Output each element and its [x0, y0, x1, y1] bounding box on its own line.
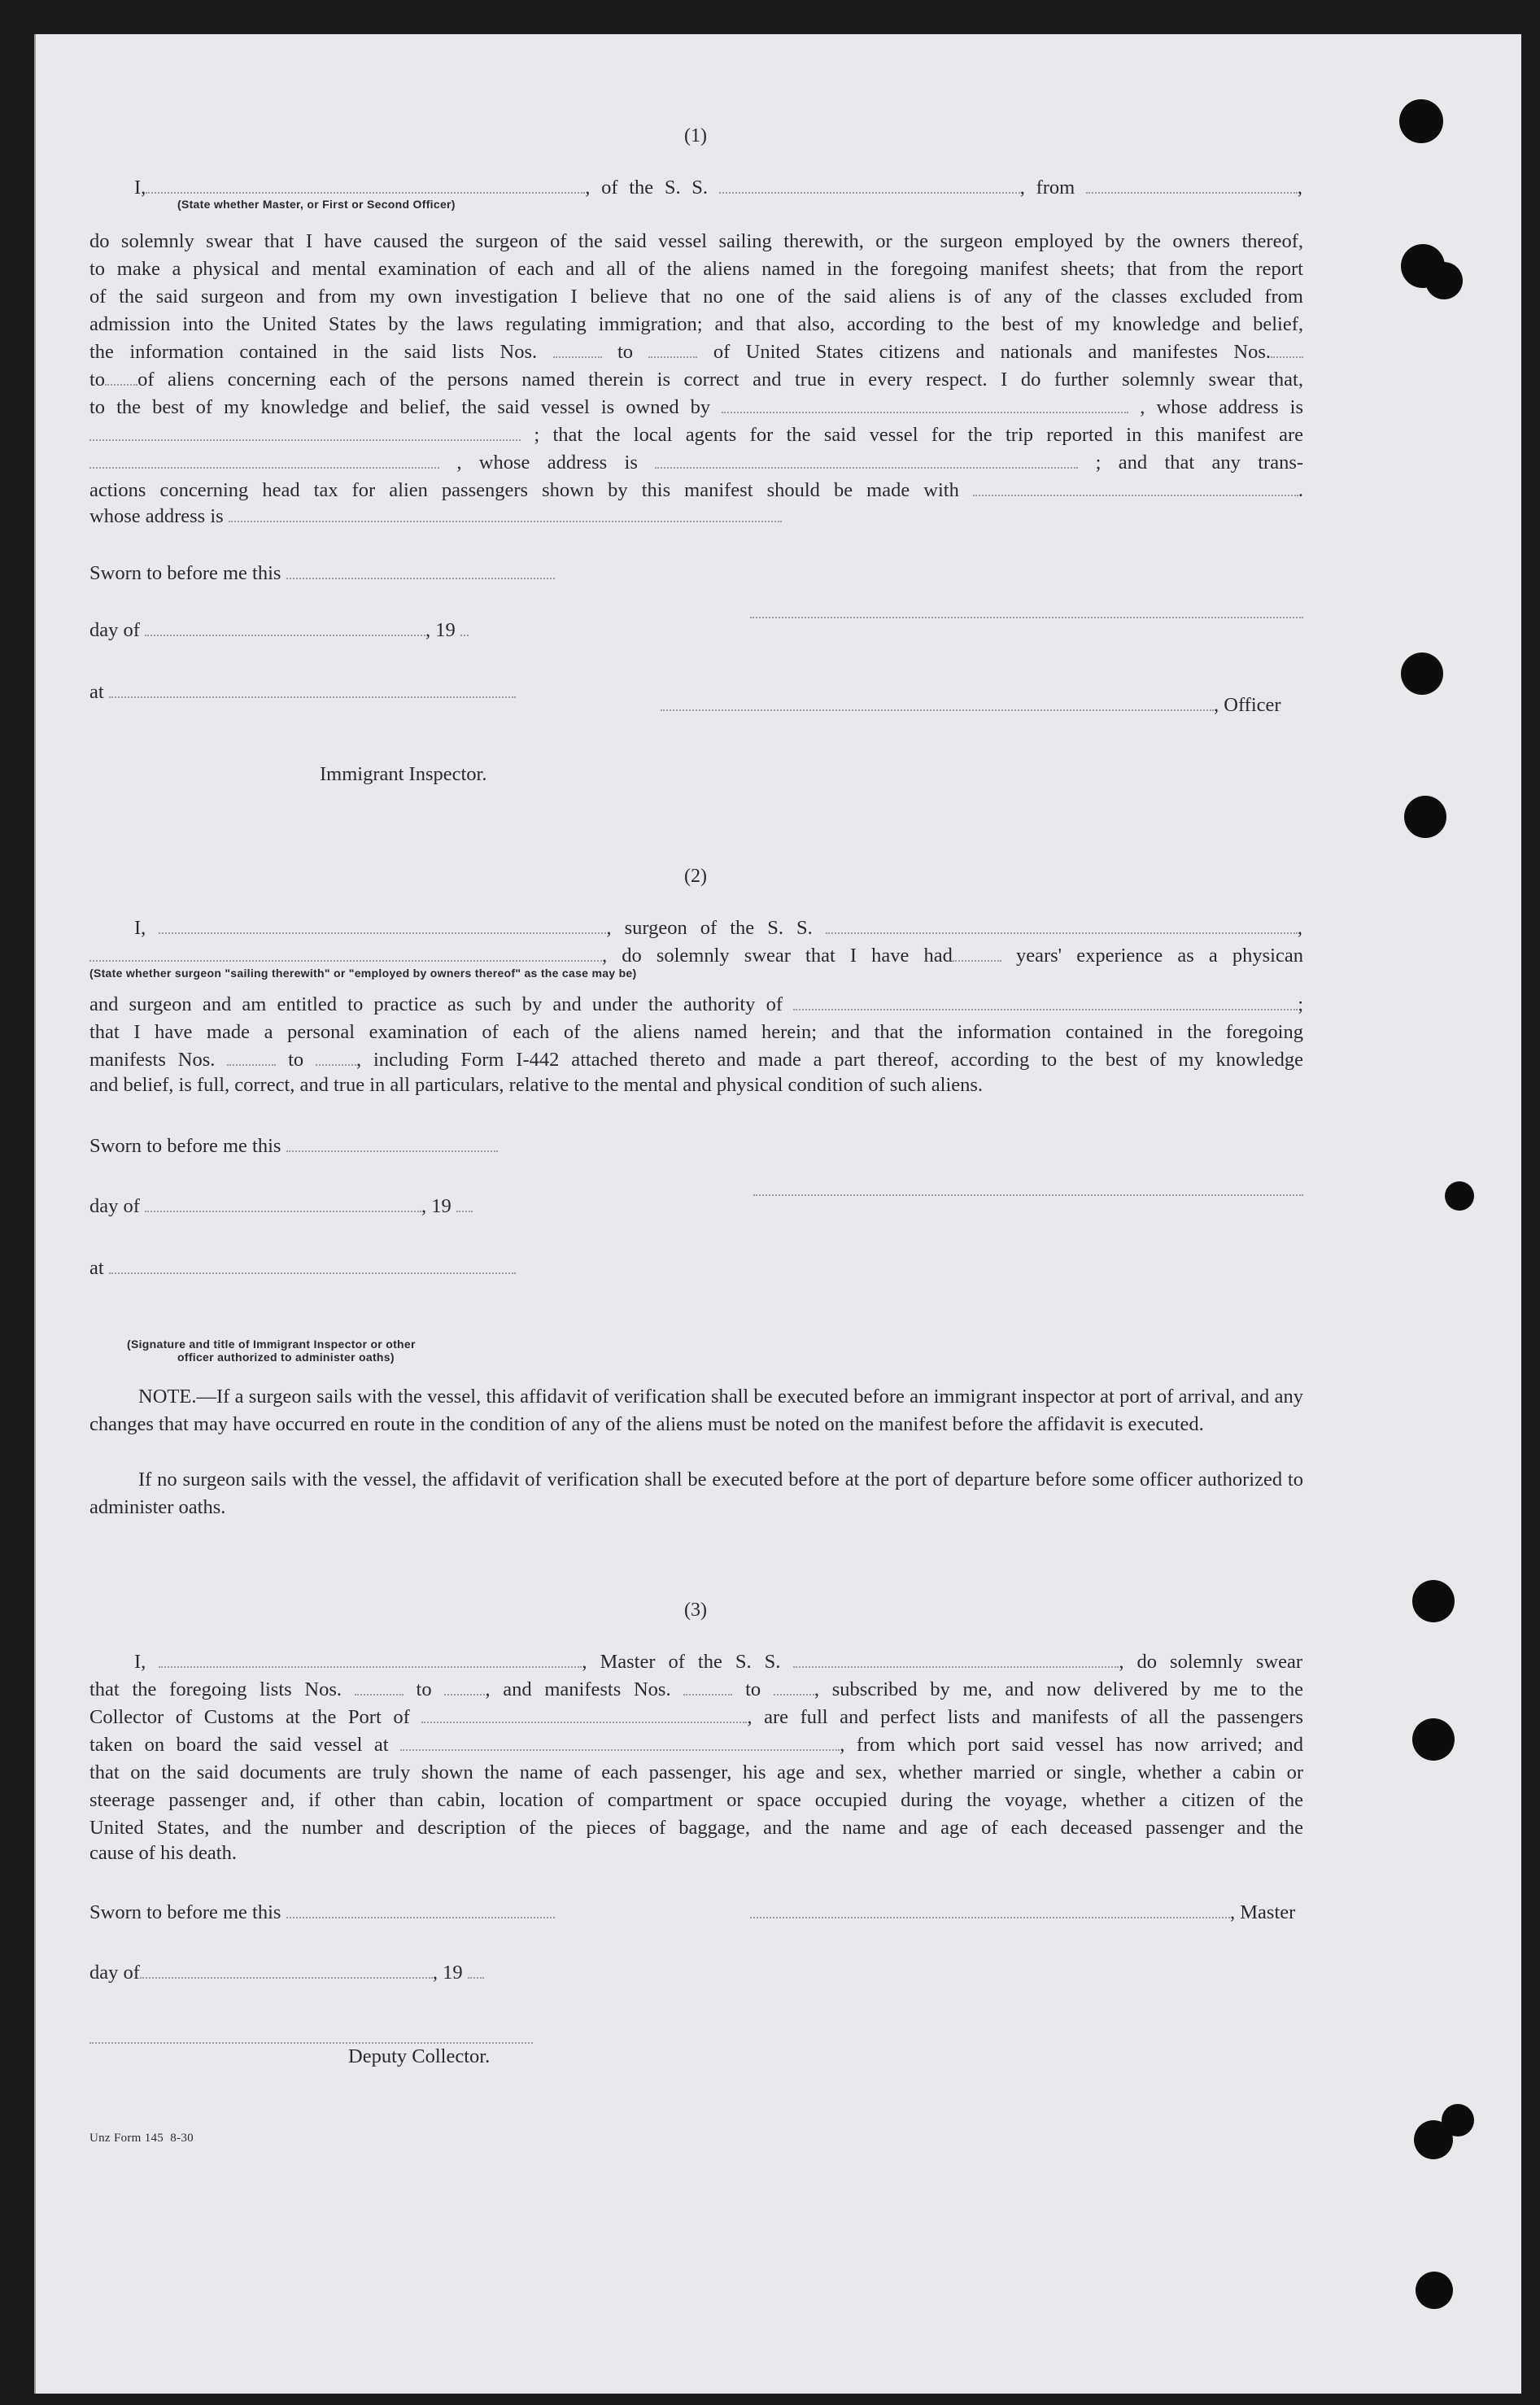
- section-2-line-1: I, , surgeon of the S. S. ,: [134, 917, 1303, 939]
- section-3-line-3: Collector of Customs at the Port of , are full and perfect lists and manifests of all the passengers: [89, 1706, 1304, 1728]
- section-2-signature-note-2: officer authorized to administer oaths): [177, 1351, 395, 1364]
- section-3-number: (3): [684, 1600, 707, 1621]
- section-1-number: (1): [684, 125, 707, 146]
- punch-hole: [1399, 99, 1443, 143]
- section-2-line-5: manifests Nos. to , including Form I-442 attached thereto and made a part thereof, according to the best of my knowledge: [89, 1049, 1304, 1071]
- section-3-sworn: Sworn to before me this: [89, 1901, 555, 1924]
- section-2-note-paragraph-2: If no surgeon sails with the vessel, the affidavit of verification shall be executed before at the port of departure before some officer authorized to administer oaths.: [89, 1469, 1303, 1518]
- scan-border-bottom: [0, 2394, 1540, 2405]
- section-1-signer-title: Immigrant Inspector.: [320, 763, 487, 785]
- section-3-master: , Master: [750, 1901, 1295, 1924]
- scan-border-top: [0, 0, 1540, 34]
- section-1-line-3: to make a physical and mental examination of each and all of the aliens named in the foregoing manifest sheets; that from the report: [89, 258, 1303, 280]
- section-2-line-2: , do solemnly swear that I have had years' experience as a physican: [89, 942, 1303, 970]
- punch-hole: [1412, 1718, 1455, 1761]
- section-1-line-5: admission into the United States by the laws regulating immigration; and that also, according to the best of my knowledge and belief,: [89, 313, 1303, 335]
- section-1-officer: , Officer: [661, 693, 1281, 717]
- punch-hole: [1404, 796, 1446, 838]
- section-2-line-4: that I have made a personal examination of each of the aliens named herein; and that the information contained in the foregoing: [89, 1021, 1303, 1043]
- punch-hole: [1416, 2272, 1453, 2309]
- section-2-note-paragraph-1: NOTE.—If a surgeon sails with the vessel, this affidavit of verification shall be executed before an immigrant inspector at port of arrival, and any changes that may have occurred en route in the condition of any of the aliens must be noted on the manifest before the affidavit is executed.: [89, 1386, 1303, 1435]
- section-1-line-4: of the said surgeon and from my own investigation I believe that no one of the said aliens is of any of the classes excluded from: [89, 286, 1303, 308]
- section-2-sworn: Sworn to before me this: [89, 1134, 498, 1158]
- section-1-line-2: do solemnly swear that I have caused the surgeon of the said vessel sailing therewith, or the surgeon employed by the owners thereof,: [89, 230, 1303, 252]
- section-2-line-6: and belief, is full, correct, and true in all particulars, relative to the mental and physical condition of such aliens.: [89, 1074, 984, 1096]
- section-3-collector-signature-line: [89, 2026, 533, 2044]
- punch-hole: [1412, 1580, 1455, 1622]
- section-1-line-12: whose address is: [89, 504, 782, 528]
- section-3-line-5: that on the said documents are truly shown the name of each passenger, his age and sex, whether married or single, whether a cabin or: [89, 1761, 1303, 1783]
- form-number: Unz Form 145 8-30: [89, 2132, 194, 2145]
- section-3-day-of: day of , 19: [89, 1961, 484, 1984]
- section-3-line-1: I, , Master of the S. S. , do solemnly swear: [134, 1651, 1303, 1673]
- section-1-line-6: the information contained in the said lists Nos. to of United States citizens and nationals and manifestes Nos.: [89, 338, 1303, 366]
- section-1-line-11: actions concerning head tax for alien passengers shown by this manifest should be made with .: [89, 479, 1304, 501]
- section-1-at: at: [89, 680, 516, 704]
- scan-border-right: [1520, 0, 1540, 2405]
- section-3-line-7: United States, and the number and description of the pieces of baggage, and the name and age of each deceased passenger and the: [89, 1817, 1303, 1839]
- section-2-surgeon-note: (State whether surgeon "sailing therewith" or "employed by owners thereof" as the case may be): [89, 967, 637, 980]
- section-1-line-8: to the best of my knowledge and belief, the said vessel is owned by , whose address is: [89, 396, 1304, 418]
- section-2-inspector-signature-line: [753, 1178, 1303, 1196]
- section-1-day-of: day of , 19: [89, 618, 469, 642]
- section-3-line-2: that the foregoing lists Nos. to , and manifests Nos. to , subscribed by me, and now delivered by me to the: [89, 1678, 1303, 1700]
- section-3-signer-title: Deputy Collector.: [348, 2045, 491, 2067]
- section-1-line-9: ; that the local agents for the said vessel for the trip reported in this manifest are: [89, 421, 1303, 449]
- section-3-line-6: steerage passenger and, if other than cabin, location of compartment or space occupied during the voyage, whether a citizen of the: [89, 1789, 1303, 1811]
- punch-hole: [1425, 262, 1463, 299]
- section-1-line-7: to of aliens concerning each of the persons named therein is correct and true in every respect. I do further solemnly swear that,: [89, 369, 1303, 391]
- section-1-line-1: I, , of the S. S. , from ,: [134, 177, 1303, 199]
- section-1-sworn: Sworn to before me this: [89, 561, 555, 585]
- section-2-line-3: and surgeon and am entitled to practice as such by and under the authority of ;: [89, 993, 1304, 1015]
- section-2-day-of: day of , 19: [89, 1194, 473, 1218]
- section-2-at: at: [89, 1256, 516, 1280]
- section-2-signature-note-1: (Signature and title of Immigrant Inspector or other: [127, 1338, 416, 1351]
- section-2-number: (2): [684, 866, 707, 887]
- section-3-line-8: cause of his death.: [89, 1842, 237, 1864]
- punch-hole: [1445, 1181, 1474, 1211]
- section-1-officer-note: (State whether Master, or First or Second Officer): [177, 198, 456, 211]
- section-3-line-4: taken on board the said vessel at , from which port said vessel has now arrived; and: [89, 1734, 1304, 1756]
- section-1-officer-signature-line: [750, 600, 1303, 618]
- section-1-line-10: , whose address is ; and that any trans-: [89, 449, 1303, 477]
- punch-hole: [1442, 2104, 1474, 2137]
- scan-border-left: [0, 0, 34, 2405]
- punch-hole: [1401, 653, 1443, 695]
